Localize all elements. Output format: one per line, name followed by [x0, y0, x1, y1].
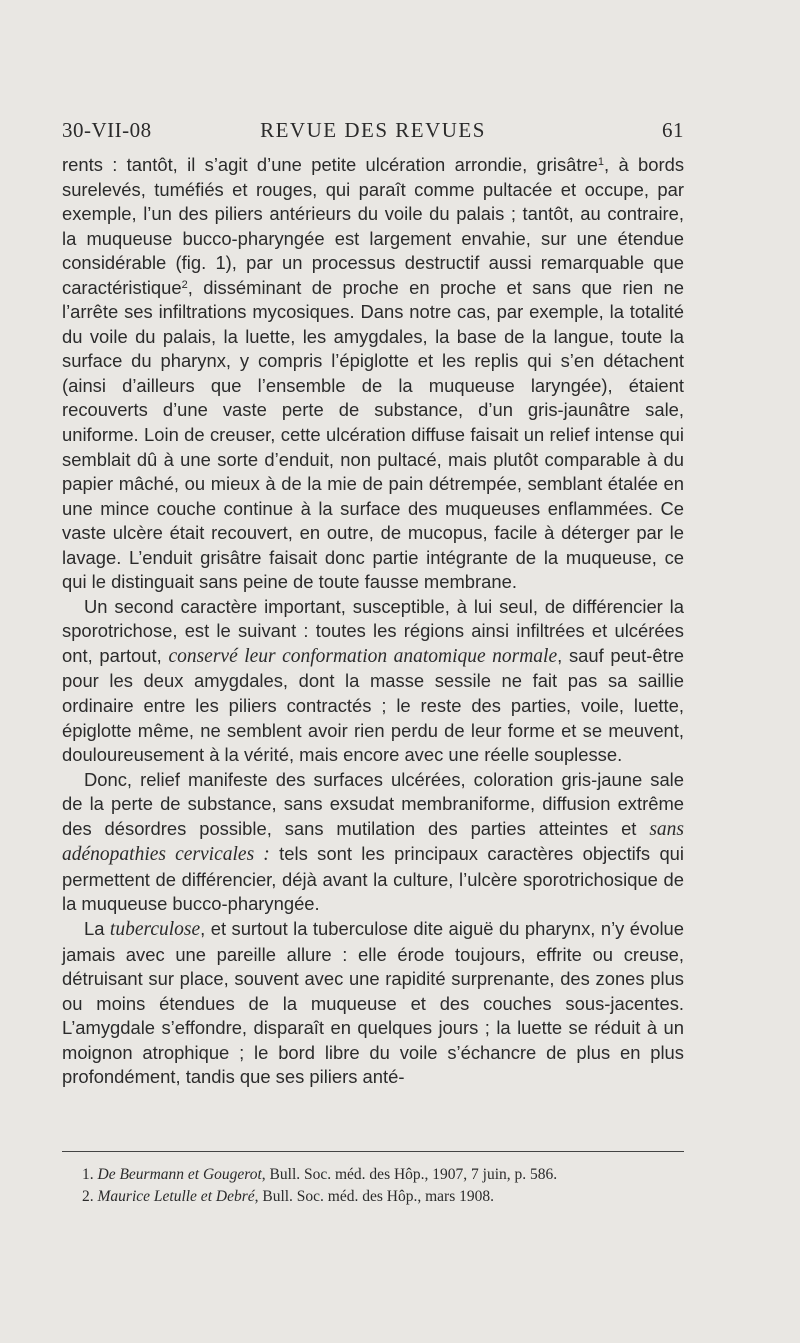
- text-run: rents : tantôt, il s’agit d’une petite ulcération arrondie, grisâtre: [62, 154, 598, 175]
- footnote-number: 2.: [82, 1188, 94, 1205]
- header-title: REVUE DES REVUES: [260, 118, 486, 142]
- footnotes: [62, 1164, 684, 1208]
- footnote-1: [62, 1164, 684, 1186]
- body-text: [62, 153, 684, 1090]
- footnote-ref: 1: [597, 156, 604, 168]
- text-run: Un second caractère important, susceptible, à lui seul, de différencier la sporotrichose, est le suivant : toutes les régions ainsi infiltrées et ulcérées ont, partout,: [62, 595, 684, 666]
- footnote-reference: , Bull. Soc. méd. des Hôp., mars 1908.: [254, 1188, 494, 1205]
- header-date: 30-VII-08: [62, 118, 152, 142]
- footnote-number: 1.: [82, 1166, 94, 1183]
- text-run: , et surtout la tuberculose dite aiguë du pharynx, n’y évolue jamais avec une pareille allure : elle érode toujours, effrite ou creuse, détruisant sur place, souvent avec une rapidité surprenante, des zones plus ou moins étendues de la muqueuse et des couches sous-jacentes. L’amygdale s’effondre, disparaît en quelques jours ; la luette se réduit à un moignon atrophique ; le bord libre du voile s’échancre de plus en plus profondément, tandis que ses piliers anté-: [62, 917, 684, 1088]
- footnote-reference: , Bull. Soc. méd. des Hôp., 1907, 7 juin, p. 586.: [261, 1166, 558, 1183]
- text-run: , à bords surelevés, tuméfiés et rouges, qui paraît comme pultacée et occupe, par exemple, l’un des piliers antérieurs du voile du palais ; tantôt, au contraire, la muqueuse bucco-pharyngée est largement envahie, sur une étendue considérable (fig. 1), par un processus destructif aussi remarquable que caractéristique: [62, 154, 685, 298]
- page-number: 61: [662, 118, 684, 142]
- footnote-rule: [62, 1151, 684, 1152]
- italic-text: sans adénopathies cervicales :: [62, 818, 684, 866]
- paragraph: [62, 917, 684, 1090]
- paragraph: [62, 595, 684, 768]
- italic-text: tuberculose: [109, 918, 201, 940]
- text-run: Donc, relief manifeste des surfaces ulcérées, coloration gris-jaune sale de la perte de substance, sans exsudat membraniforme, diffusion extrême des désordres possible, sans mutilation des parties atteintes et: [62, 768, 684, 839]
- italic-text: conservé leur conformation anatomique normale: [168, 645, 558, 667]
- footnote-authors: De Beurmann et Gougerot: [97, 1166, 262, 1183]
- text-run: , disséminant de proche en proche et sans que rien ne l’arrête ses infiltrations mycosiques. Dans notre cas, par exemple, la totalité du voile du palais, la luette, les amygdales, la base de la langue, toute la surface du pharynx, y compris l’épiglotte et les replis qui s’en détachent (ainsi d’ailleurs que l’ensemble de la muqueuse laryngée), étaient recouverts d’une vaste perte de substance, d’un gris-jaunâtre sale, uniforme. Loin de creuser, cette ulcération diffuse faisait un relief intense qui semblait dû à une sorte d’enduit, non pultacé, mais plutôt comparable à du papier mâché, ou mieux à de la mie de pain détrempée, semblant étalée en une mince couche continue à la surface des muqueuses enflammées. Ce vaste ulcère était recouvert, en outre, de mucopus, facile à déterger par le lavage. L’enduit grisâtre faisait donc partie intégrante de la muqueuse, ce qui le distinguait sans peine de toute fausse membrane.: [62, 276, 684, 593]
- footnote-ref: 2: [181, 278, 188, 291]
- text-run: La: [84, 917, 110, 939]
- text-run: tels sont les principaux caractères objectifs qui permettent de différencier, déjà avant la culture, l’ulcère sporotrichosique de la muqueuse bucco-pharyngée.: [62, 843, 684, 915]
- footnote-2: [62, 1186, 684, 1208]
- paragraph: [62, 768, 684, 917]
- paragraph: [62, 153, 684, 595]
- footnote-authors: Maurice Letulle et Debré: [97, 1188, 255, 1205]
- text-run: , sauf peut-être pour les deux amygdales, dont la masse sessile ne fait pas sa saillie ordinaire entre les piliers contractés ; le reste des parties, voile, luette, épiglotte même, ne semblent avoir rien perdu de leur forme et se meuvent, douloureusement à la vérité, mais encore avec une réelle souplesse.: [62, 644, 685, 766]
- running-header: [62, 118, 684, 148]
